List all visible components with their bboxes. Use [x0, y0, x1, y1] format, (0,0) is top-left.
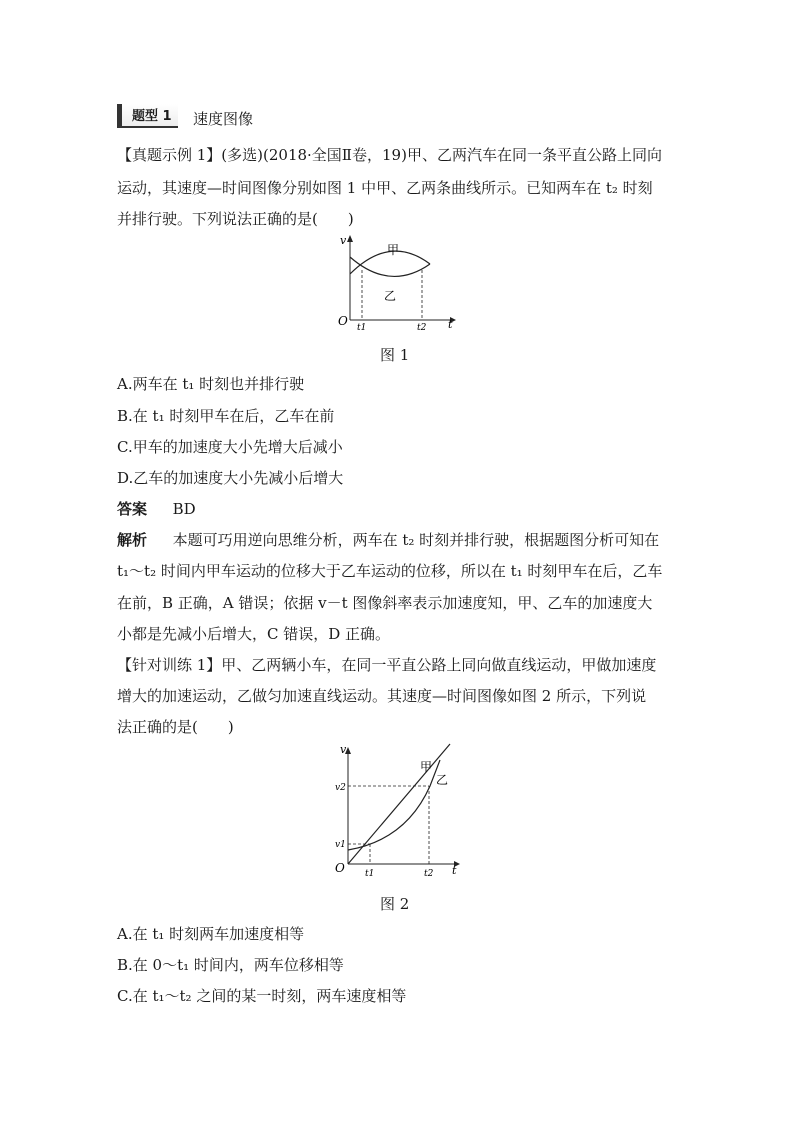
figure-1-caption: 图 1	[380, 346, 410, 364]
fig1-t2-label: t2	[417, 323, 427, 332]
line-yi	[348, 744, 450, 864]
fig2-y-axis-label: v	[340, 743, 347, 756]
fig1-x-axis-label: t	[448, 318, 453, 331]
fig1-curve-yi-label: 乙	[384, 289, 397, 303]
fig2-curve-yi-label: 乙	[436, 773, 449, 787]
example-option-a: A.两车在 t₁ 时刻也并排行驶	[117, 375, 305, 393]
fig2-origin-label: O	[335, 861, 345, 875]
training-option-a: A.在 t₁ 时刻两车加速度相等	[117, 925, 305, 943]
fig2-t1-label: t1	[365, 869, 375, 879]
analysis-line-1: 本题可巧用逆向思维分析，两车在 t₂ 时刻并排行驶，根据题图分析可知在	[172, 531, 660, 549]
training-stem-line-3: 法正确的是( )	[117, 718, 234, 736]
example-stem-line-2: 运动，其速度—时间图像分别如图 1 中甲、乙两条曲线所示。已知两车在 t₂ 时刻	[117, 179, 653, 197]
fig2-curve-jia-label: 甲	[420, 760, 433, 774]
fig1-origin-label: O	[338, 314, 348, 328]
section-tag: 题型 1	[117, 104, 178, 128]
fig1-t1-label: t1	[357, 323, 367, 332]
example-stem-line-3: 并排行驶。下列说法正确的是( )	[117, 210, 354, 228]
fig2-v1-label: v1	[335, 840, 346, 850]
figure-2	[326, 740, 476, 880]
fig2-v2-label: v2	[335, 783, 346, 793]
answer-label: 答案	[117, 500, 148, 518]
training-stem-line-2: 增大的加速运动，乙做匀加速直线运动。其速度—时间图像如图 2 所示，下列说	[117, 687, 647, 705]
fig2-t2-label: t2	[424, 869, 434, 879]
example-option-d: D.乙车的加速度大小先减小后增大	[117, 469, 344, 487]
curve-jia	[350, 257, 430, 276]
training-option-b: B.在 0～t₁ 时间内，两车位移相等	[117, 956, 344, 974]
training-option-c: C.在 t₁～t₂ 之间的某一时刻，两车速度相等	[117, 987, 407, 1005]
example-option-c: C.甲车的加速度大小先增大后减小	[117, 438, 343, 456]
figure-2-caption: 图 2	[380, 895, 410, 913]
example-option-b: B.在 t₁ 时刻甲车在后，乙车在前	[117, 407, 335, 425]
analysis-label: 解析	[117, 531, 148, 549]
analysis-line-4: 小都是先减小后增大，C 错误，D 正确。	[117, 625, 391, 643]
answer-row	[117, 499, 196, 519]
fig1-curve-jia-label: 甲	[387, 243, 400, 257]
example-stem-line-1: 【真题示例 1】(多选)(2018·全国Ⅱ卷，19)甲、乙两汽车在同一条平直公路上同向	[117, 146, 662, 164]
training-stem-line-1: 【针对训练 1】甲、乙两辆小车，在同一平直公路上同向做直线运动，甲做加速度	[117, 656, 657, 674]
fig2-x-axis-label: t	[452, 864, 457, 877]
analysis-line-2: t₁～t₂ 时间内甲车运动的位移大于乙车运动的位移，所以在 t₁ 时刻甲车在后，乙车	[117, 562, 663, 580]
answer-value: BD	[172, 500, 196, 518]
section-title: 速度图像	[193, 110, 254, 128]
figure-1	[330, 232, 470, 332]
analysis-row-1	[117, 530, 659, 550]
fig1-y-axis-label: v	[340, 234, 347, 247]
analysis-line-3: 在前，B 正确，A 错误；依据 v－t 图像斜率表示加速度知，甲、乙车的加速度大	[117, 594, 653, 612]
